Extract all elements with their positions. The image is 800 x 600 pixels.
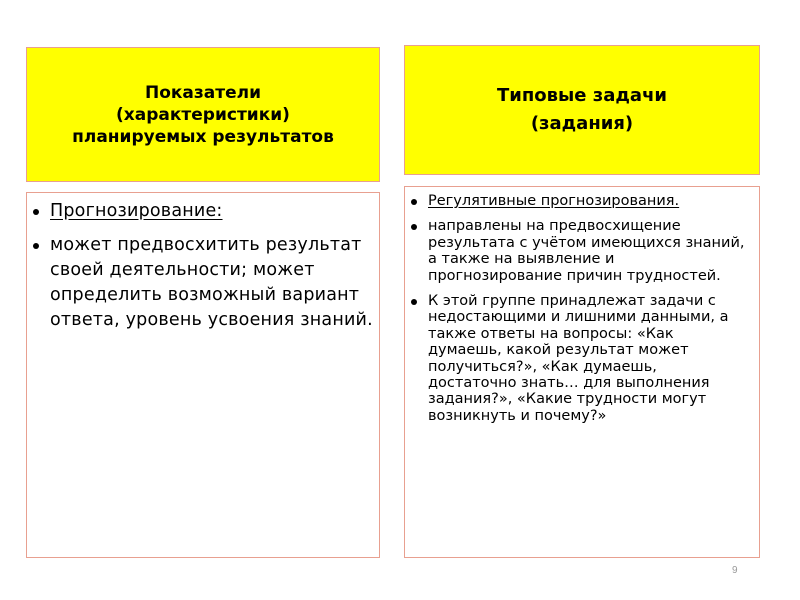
right-bullet-list — [405, 187, 759, 424]
list-item — [405, 193, 749, 209]
bullet-icon — [411, 299, 417, 305]
list-item-text: К этой группе принадлежат задачи с недостающими и лишними данными, а также ответы на вопросы: «Как думаешь, какой результат может получиться?», «Как думаешь, достаточно знать… для выполнения задания?», «Какие трудности могут возникнуть и почему?» — [428, 293, 729, 424]
page-number: 9 — [732, 565, 738, 576]
list-item-text: может предвосхитить результат своей деятельности; может определить возможный вариант ответа, уровень усвоения знаний. — [50, 235, 373, 330]
list-item — [27, 233, 375, 333]
bullet-icon — [33, 243, 39, 249]
left-header-box — [26, 47, 380, 182]
right-content-box — [404, 186, 760, 558]
list-item — [405, 218, 749, 284]
bullet-icon — [33, 209, 39, 215]
list-item — [405, 293, 749, 424]
list-item-text: направлены на предвосхищение результата с учётом имеющихся знаний, а также на выявление и прогнозирование причин трудностей. — [428, 218, 745, 284]
list-item-text: Прогнозирование: — [50, 201, 223, 221]
right-header-box — [404, 45, 760, 175]
left-bullet-list — [27, 193, 379, 333]
left-header-title: Показатели (характеристики) планируемых результатов — [72, 82, 334, 147]
list-item-text: Регулятивные прогнозирования. — [428, 193, 680, 209]
bullet-icon — [411, 224, 417, 230]
bullet-icon — [411, 199, 417, 205]
list-item — [27, 199, 375, 224]
left-content-box — [26, 192, 380, 558]
right-header-title: Типовые задачи (задания) — [496, 85, 668, 134]
